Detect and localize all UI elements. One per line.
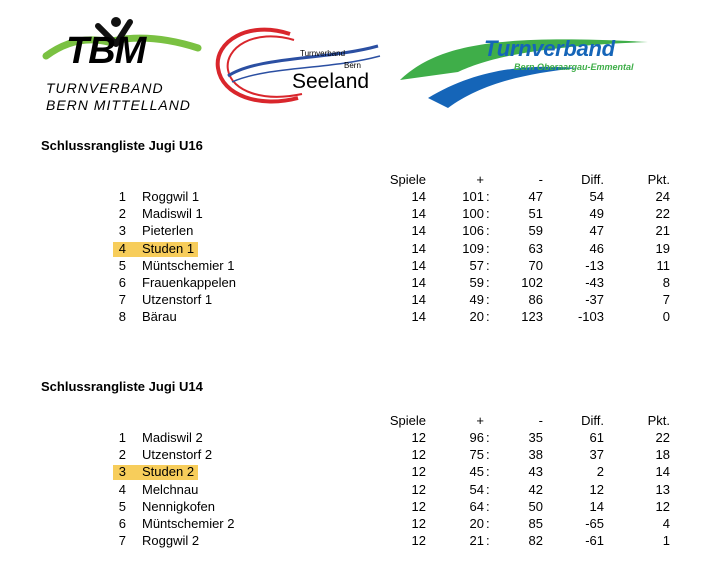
cell-rank: 4 — [118, 240, 126, 256]
cell-pkt: 21 — [655, 223, 670, 239]
cell-team: Müntschemier 1 — [142, 257, 235, 273]
cell-diff: 37 — [589, 447, 604, 463]
cell-plus: 59 — [469, 275, 484, 290]
cell-pkt: 0 — [662, 309, 670, 325]
cell-pkt: 11 — [656, 257, 670, 273]
tbm-logo-text: TBM — [66, 30, 146, 72]
cell-plus: 54 — [469, 481, 484, 497]
cell-plus: 64 — [469, 498, 484, 514]
cell-diff: -13 — [585, 257, 604, 273]
cell-team: Madiswil 1 — [142, 206, 203, 222]
cell-spiele: 12 — [411, 447, 426, 463]
cell-diff: 54 — [589, 189, 604, 204]
header-minus: - — [538, 172, 543, 187]
cell-colon: : — [486, 430, 490, 445]
cell-plus: 20 — [469, 516, 484, 531]
table-row — [0, 223, 711, 240]
cell-minus: 102 — [521, 275, 543, 290]
cell-spiele: 14 — [411, 292, 426, 308]
cell-rank: 7 — [118, 292, 126, 308]
cell-minus: 82 — [528, 533, 543, 549]
oe-logo-small: Bern Oberaargau-Emmental — [514, 62, 634, 72]
table-row — [0, 447, 711, 464]
cell-spiele: 12 — [411, 533, 426, 549]
cell-colon: : — [486, 206, 490, 222]
cell-diff: -43 — [585, 275, 604, 290]
cell-team: Melchnau — [142, 481, 199, 497]
cell-team: Frauenkappelen — [142, 275, 236, 290]
tbm-logo-line1: TURNVERBAND — [46, 80, 164, 96]
cell-pkt: 14 — [655, 464, 670, 480]
cell-diff: 14 — [589, 498, 604, 514]
cell-plus: 21 — [469, 533, 484, 549]
seeland-logo-big: Seeland — [292, 70, 370, 93]
cell-team: Roggwil 1 — [142, 189, 200, 204]
seeland-logo-small: Turnverband — [300, 49, 346, 58]
table-row — [0, 464, 711, 481]
cell-rank: 7 — [118, 533, 126, 549]
cell-pkt: 18 — [655, 447, 670, 463]
cell-minus: 43 — [528, 464, 543, 480]
cell-spiele: 12 — [411, 516, 426, 531]
cell-rank: 2 — [118, 447, 126, 463]
cell-diff: -65 — [585, 516, 604, 531]
cell-diff: 49 — [589, 206, 604, 222]
cell-minus: 123 — [521, 309, 543, 325]
cell-plus: 106 — [462, 223, 484, 239]
cell-pkt: 7 — [662, 292, 670, 308]
cell-rank: 1 — [118, 430, 126, 445]
cell-rank: 3 — [118, 464, 126, 480]
table-row — [0, 189, 711, 206]
cell-minus: 51 — [528, 206, 543, 222]
cell-colon: : — [486, 464, 490, 480]
tbm-logo — [38, 16, 208, 116]
cell-team: Müntschemier 2 — [142, 516, 235, 531]
cell-pkt: 8 — [662, 275, 670, 290]
cell-pkt: 22 — [655, 430, 670, 445]
header-diff: Diff. — [581, 413, 604, 428]
seeland-logo-bern: Bern — [344, 61, 361, 70]
oe-logo — [398, 24, 660, 112]
cell-spiele: 12 — [411, 464, 426, 480]
cell-rank: 2 — [118, 206, 126, 222]
cell-spiele: 14 — [411, 189, 426, 204]
cell-colon: : — [486, 189, 490, 204]
cell-rank: 6 — [118, 516, 126, 531]
header-plus: + — [476, 413, 484, 428]
cell-plus: 75 — [469, 447, 484, 463]
cell-minus: 86 — [528, 292, 543, 308]
table-row — [0, 430, 711, 447]
cell-rank: 3 — [118, 223, 126, 239]
cell-colon: : — [486, 481, 490, 497]
cell-colon: : — [486, 292, 490, 308]
cell-minus: 63 — [528, 240, 543, 256]
cell-spiele: 12 — [411, 498, 426, 514]
cell-colon: : — [486, 498, 490, 514]
cell-colon: : — [486, 257, 490, 273]
u16-title: Schlussrangliste Jugi U16 — [41, 138, 203, 153]
cell-spiele: 12 — [411, 430, 426, 445]
cell-plus: 100 — [462, 206, 484, 222]
header-minus: - — [538, 413, 543, 428]
cell-minus: 85 — [528, 516, 543, 531]
table-row — [0, 206, 711, 223]
cell-plus: 109 — [462, 240, 484, 256]
cell-plus: 20 — [469, 309, 484, 325]
cell-minus: 38 — [528, 447, 543, 463]
cell-team: Utzenstorf 2 — [142, 447, 213, 463]
cell-colon: : — [486, 516, 490, 531]
header-pkt: Pkt. — [647, 172, 670, 187]
cell-spiele: 14 — [411, 223, 426, 239]
cell-plus: 57 — [469, 257, 484, 273]
cell-diff: -103 — [577, 309, 604, 325]
cell-diff: -37 — [585, 292, 604, 308]
cell-spiele: 14 — [411, 257, 426, 273]
cell-spiele: 14 — [411, 275, 426, 290]
u14-title: Schlussrangliste Jugi U14 — [41, 379, 203, 394]
cell-plus: 49 — [469, 292, 484, 308]
cell-minus: 70 — [528, 257, 543, 273]
cell-plus: 45 — [469, 464, 484, 480]
cell-rank: 6 — [118, 275, 126, 290]
cell-plus: 101 — [462, 189, 484, 204]
cell-plus: 96 — [469, 430, 484, 445]
tbm-logo-line2: BERN MITTELLAND — [46, 97, 191, 113]
cell-diff: 2 — [596, 464, 604, 480]
header-spiele: Spiele — [389, 413, 426, 428]
cell-team: Roggwil 2 — [142, 533, 200, 549]
oe-logo-big: Turnverband — [484, 36, 615, 61]
cell-minus: 42 — [528, 481, 543, 497]
cell-minus: 50 — [528, 498, 543, 514]
cell-colon: : — [486, 223, 490, 239]
cell-team: Nennigkofen — [142, 498, 215, 514]
logo-header — [0, 0, 711, 130]
cell-colon: : — [486, 447, 490, 463]
header-pkt: Pkt. — [647, 413, 670, 428]
cell-minus: 59 — [528, 223, 543, 239]
cell-spiele: 14 — [411, 240, 426, 256]
seeland-swoosh-icon — [208, 16, 390, 116]
cell-spiele: 14 — [411, 206, 426, 222]
table-row — [0, 516, 711, 533]
cell-team: Bärau — [142, 309, 177, 325]
cell-spiele: 14 — [411, 309, 426, 325]
cell-team: Pieterlen — [142, 223, 194, 239]
cell-rank: 5 — [118, 498, 126, 514]
table-row — [0, 275, 711, 292]
cell-team: Studen 2 — [142, 464, 195, 480]
cell-team: Studen 1 — [142, 240, 195, 256]
cell-rank: 8 — [118, 309, 126, 325]
cell-pkt: 4 — [662, 516, 670, 531]
cell-pkt: 19 — [655, 240, 670, 256]
table-row — [0, 241, 711, 258]
cell-diff: 46 — [589, 240, 604, 256]
header-plus: + — [476, 172, 484, 187]
cell-team: Utzenstorf 1 — [142, 292, 213, 308]
cell-colon: : — [486, 533, 490, 549]
seeland-logo — [208, 16, 390, 116]
header-spiele: Spiele — [389, 172, 426, 187]
cell-rank: 5 — [118, 257, 126, 273]
cell-pkt: 13 — [655, 481, 670, 497]
cell-rank: 4 — [118, 481, 126, 497]
cell-rank: 1 — [118, 189, 126, 204]
cell-colon: : — [486, 275, 490, 290]
cell-colon: : — [486, 309, 490, 325]
table-row — [0, 292, 711, 309]
table-row — [0, 309, 711, 326]
cell-pkt: 22 — [655, 206, 670, 222]
cell-diff: 12 — [589, 481, 604, 497]
cell-spiele: 12 — [411, 481, 426, 497]
cell-pkt: 12 — [655, 498, 670, 514]
table-row — [0, 533, 711, 550]
table-row — [0, 258, 711, 275]
cell-pkt: 24 — [655, 189, 670, 204]
cell-minus: 35 — [528, 430, 543, 445]
cell-diff: -61 — [585, 533, 604, 549]
cell-team: Madiswil 2 — [142, 430, 203, 445]
cell-diff: 47 — [589, 223, 604, 239]
cell-colon: : — [486, 240, 490, 256]
cell-minus: 47 — [528, 189, 543, 204]
table-row — [0, 499, 711, 516]
cell-pkt: 1 — [662, 533, 670, 549]
table-row — [0, 482, 711, 499]
header-diff: Diff. — [581, 172, 604, 187]
cell-diff: 61 — [589, 430, 604, 445]
